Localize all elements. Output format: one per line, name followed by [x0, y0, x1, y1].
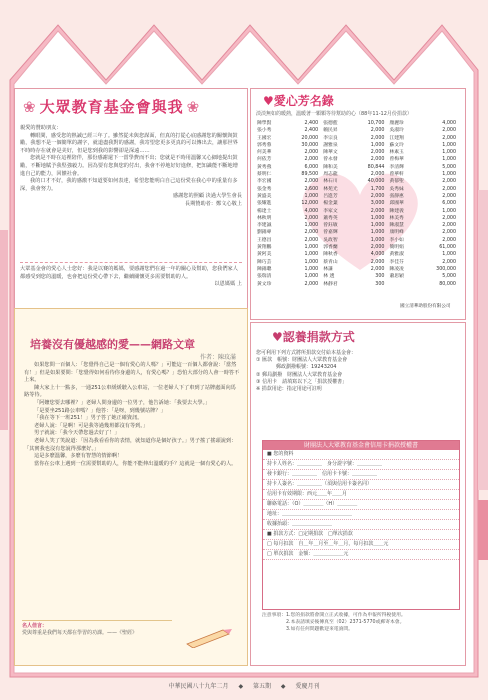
form-row: ■ 您的資料 — [263, 450, 459, 460]
donor-amount: 2,000 — [442, 237, 456, 243]
donor-amount: 2,000 — [442, 128, 456, 134]
donor-row — [256, 266, 460, 273]
right-side-decoration-dark — [478, 500, 488, 560]
donor-amount: 2,000 — [370, 157, 385, 163]
donor-name: 陳學賢 — [257, 121, 272, 126]
donor-amount: 80,000 — [439, 281, 456, 287]
donor-name: 張耀進 — [257, 201, 272, 207]
heart-icon: ❀ — [23, 98, 37, 116]
form-note-line: 3.如有任何問題歡迎來電詢問。 — [286, 627, 353, 632]
donor-amount: 6,000 — [442, 201, 456, 207]
essay-paragraph: 當你在公車上遇到一位需要幫助的人，你能不能伸出溫暖的手？這就是一個有愛心的人。 — [34, 460, 237, 467]
donor-name: 張瑞清 — [257, 274, 272, 280]
letter-signature: 長期贊助者：鄭文心敬上 — [184, 200, 242, 207]
donation-item: 郵政劃撥帳號：19243204 — [256, 364, 337, 371]
monthly-donation-checkbox[interactable]: □ 每月扣款 自＿年＿月至＿年＿月，每月扣款＿＿元 — [263, 540, 459, 550]
donor-name: 曾永發 — [323, 157, 338, 163]
donor-amount: 1,000 — [442, 172, 456, 178]
donor-amount: 2,000 — [442, 179, 456, 185]
donor-name: 何美華 — [257, 150, 272, 156]
essay-paragraph: 陳大家上十一點多，一通251公車緩緩駛入公車站，一位老婦人下了車到了站牌處面向馬路等待。 — [24, 384, 236, 399]
phone-field[interactable]: 聯絡電話：（O）＿＿＿＿（H）＿＿＿＿ — [263, 500, 459, 510]
donor-name: 蘇文玲 — [389, 142, 404, 148]
donor-name: 張靜惠 — [389, 193, 404, 199]
donor-name: 曾嘉輝 — [323, 230, 338, 236]
donor-amount: 2,000 — [442, 223, 456, 229]
donor-name: 林美秀 — [389, 215, 404, 221]
donor-amount: 1,000 — [304, 223, 319, 229]
donor-row — [256, 178, 460, 185]
donor-name: 曾鈺敏 — [323, 223, 338, 229]
donor-name: 陳淑慧 — [389, 223, 404, 229]
donor-amount: 2,000 — [304, 179, 319, 185]
donor-amount: 1,000 — [370, 142, 385, 148]
donor-amount: 4,000 — [442, 121, 456, 126]
donor-amount: 1,000 — [370, 223, 385, 229]
donor-amount: 89,500 — [301, 172, 319, 178]
donor-name: 吳淑玲 — [389, 128, 404, 134]
donation-item: ③ 信用卡 請填寫以下之「捐款授權書」 — [256, 378, 348, 385]
donor-name: 黃盛美 — [257, 193, 272, 199]
donor-amount: 1,000 — [442, 142, 456, 148]
donor-row — [256, 149, 460, 156]
donor-name: 何依芳 — [257, 157, 272, 163]
donor-name: 陳華文 — [323, 150, 338, 156]
donor-name: 郭秀蓉 — [257, 142, 272, 148]
donor-name: 陳和美 — [323, 164, 338, 170]
donation-methods-title — [272, 328, 355, 345]
donor-amount: 2,600 — [304, 186, 319, 192]
donor-amount: 5,000 — [442, 164, 456, 170]
donor-amount: 1,000 — [370, 215, 385, 221]
donor-amount: 300 — [375, 274, 385, 280]
donor-name: 李建誠 — [257, 223, 272, 229]
donor-row — [256, 171, 460, 178]
donor-list-subtitle: 淡淡無如的暖熱，溫暖著一顆顆等待幫助的心（88年11-12月份捐款） — [256, 111, 412, 117]
donor-name: 謝雅泉 — [323, 142, 338, 148]
donation-item: ① 匯款 帳號：財團法人大眾教育基金會 — [256, 357, 348, 364]
donor-row — [256, 222, 460, 229]
letter-paragraph: 轉眼間，感受您的熱誠已經三年了。雖然從未與您謀面，但真的打從心底感謝您的關懷與鼓勵，我想不是一個簡單的謝字，就道盡我對的感謝，我寄望您更多更真的可以傳出去，讓那世界不時時存在就會是美好，但是您到我的影響卻是深遠…… — [20, 132, 238, 154]
donor-name: 黃秀燕 — [257, 164, 272, 170]
donor-amount: 5,000 — [442, 274, 456, 280]
letter-body — [20, 125, 242, 209]
donor-row — [256, 193, 460, 200]
donor-name: 康明峰 — [389, 230, 404, 236]
donor-name: 林謙 — [323, 266, 333, 272]
donor-amount: 1,000 — [370, 230, 385, 236]
donor-name: 陳凌凌 — [389, 266, 404, 272]
donor-name: 林苑光 — [323, 186, 338, 192]
donor-amount: 6,000 — [304, 164, 319, 170]
donor-row — [256, 251, 460, 258]
donor-name: 林素玉 — [389, 150, 404, 156]
quote-box — [22, 620, 172, 637]
essay-title: 培養沒有優越感的愛——網路文章 — [30, 338, 195, 351]
donor-name: 周志龍 — [323, 172, 338, 178]
donor-amount: 4,000 — [304, 208, 319, 214]
donor-name: 李佳芬 — [389, 259, 404, 265]
essay-paragraph: 男子就說：「我今天帶您過去好了！」 — [34, 430, 120, 437]
letter-paragraph: 感謝您的照顧 決過大學生會長 — [172, 193, 242, 200]
donor-amount: 80,844 — [367, 164, 385, 170]
donor-amount: 2,000 — [370, 245, 385, 251]
donor-row — [256, 200, 460, 207]
donor-name: 陳秋香 — [323, 252, 338, 258]
main-title-text: 大眾教育基金會與我 — [39, 98, 184, 116]
donor-amount: 3,000 — [370, 201, 385, 207]
donor-amount: 2,000 — [370, 172, 385, 178]
main-title — [20, 96, 203, 117]
donor-name: 曾梅華 — [389, 157, 404, 163]
donor-name: 黃雅淑 — [389, 252, 404, 258]
donor-name: 黃文珍 — [257, 281, 272, 287]
donor-amount: 2,000 — [442, 230, 456, 236]
donor-amount: 1,000 — [370, 237, 385, 243]
donor-table — [256, 120, 460, 288]
card-expiry-field[interactable]: 信用卡有效期限：西元＿＿年＿＿月 — [263, 490, 459, 500]
donor-name: 楊達士 — [257, 208, 272, 214]
form-notes — [262, 612, 458, 633]
donor-name: 陳建義 — [389, 208, 404, 214]
page-footer — [0, 681, 488, 690]
donor-name: 吳秀妹 — [389, 186, 404, 192]
donor-row — [256, 208, 460, 215]
donor-name: 呂進芳 — [323, 193, 338, 199]
donor-name: 李宗良 — [323, 135, 338, 141]
letter-salutation: 親愛的贊助朋友： — [20, 125, 62, 131]
form-note-line: 2.本表請填妥後傳真至（02）2371-5770或郵寄本會。 — [286, 620, 405, 625]
donor-list-title-text: 愛心芳名錄 — [273, 94, 334, 108]
pencil-icon — [185, 626, 235, 648]
letter-paragraph: 我的口才不好，我的感激不知道要如何表達，希望您能明白自己這份愛在我心中的重量有多深，我會努力。 — [20, 178, 238, 192]
donor-name: 吳政智 — [323, 237, 338, 243]
donor-amount: 2,000 — [304, 150, 319, 156]
donor-amount: 1,000 — [304, 252, 319, 258]
flower-icon: ❀ — [186, 98, 201, 116]
cardholder-name-field[interactable]: 持卡人姓名：＿＿＿＿＿ 身分證字號：＿＿＿＿＿ — [263, 460, 459, 470]
donor-row — [256, 273, 460, 280]
donor-row — [256, 237, 460, 244]
donation-type-checkbox[interactable]: ■ 捐款方式：□定期捐款 □單次捐款 — [263, 530, 459, 540]
footer-date: 中華民國八十九年二月 — [168, 683, 229, 690]
donor-amount: 2,000 — [304, 215, 319, 221]
donor-name: 簡明娟 — [389, 245, 404, 251]
donor-row — [256, 244, 460, 251]
essay-paragraph: 老婦人笑了笑說道：「因為我看看你的表情，就知道你是個好孩子。」男子搖了搖頭說到：「其實我也沒有您說得那麼好。」 — [24, 437, 237, 452]
donor-name: 張小秀 — [257, 128, 272, 134]
credit-card-donation-form — [262, 440, 460, 610]
footer-publication: 愛慶月刊 — [295, 683, 320, 690]
heart-icon: ♥ — [263, 94, 274, 108]
form-note-line: 注意事項：1.您的捐款將會開立正式收據，可作為申報所得稅使用。 — [262, 613, 406, 618]
footer-issue: 第五期 — [252, 683, 271, 690]
donor-amount: 40,000 — [367, 179, 385, 185]
donor-name: 林石川 — [323, 179, 338, 185]
donor-name: 顏麗珍 — [389, 121, 404, 126]
donor-amount: 2,000 — [304, 281, 319, 287]
donor-amount: 1,000 — [442, 150, 456, 156]
donor-amount: 30,000 — [301, 142, 319, 148]
donor-amount: 1,000 — [304, 259, 319, 265]
letter-paragraph: 您就是不時在這裡陪伴，那份感謝還下一當學費而不出；您就是不時用溫馨又心細地提出鼓勵，不斷地賦予我堅強毅力。因為要有您與您的付出，我會不停地好好進修，把知識能不斷地增進自己的能力，回饋社會。 — [20, 155, 238, 177]
essay-body — [24, 362, 240, 468]
donor-name: 邱國華 — [389, 201, 404, 207]
donor-amount: 1,700 — [370, 186, 385, 192]
donor-name: 蔡明仁 — [257, 172, 272, 178]
right-side-decoration — [478, 190, 488, 490]
donor-name: 蕭思穎 — [389, 274, 404, 280]
donor-name — [388, 281, 416, 288]
donor-list-title — [263, 92, 334, 109]
donor-row — [256, 281, 460, 288]
donor-name: 張德藍 — [323, 121, 338, 126]
donor-amount: 2,000 — [304, 157, 319, 163]
donor-name: 蔡青山 — [323, 259, 338, 265]
donor-amount: 2,000 — [370, 208, 385, 214]
essay-paragraph: 「我在等下一班251！」男子答了她正確資訊。 — [34, 415, 143, 422]
donor-amount: 61,000 — [439, 245, 456, 251]
donor-name: 陳巧芸 — [257, 259, 272, 265]
donor-name: 黃阿美 — [257, 252, 272, 258]
donor-amount: 1,000 — [304, 193, 319, 199]
essay-paragraph: 如果您問一百個人：「您覺得自己是一個有愛心的人嗎？」可能這一百個人都會說：「當然有！」但是如果要問：「您覺得如何看待你身邊的人，有愛心嗎？」恐怕大部分的人會一時答不上來。 — [24, 362, 240, 384]
donor-name: 王國宏 — [257, 135, 272, 141]
donor-amount: 2,000 — [370, 266, 385, 272]
donor-name: 曾華軒 — [389, 172, 404, 178]
donor-amount: 2,000 — [370, 259, 385, 265]
donor-amount: 1,000 — [442, 252, 456, 258]
donor-row — [256, 120, 460, 127]
thank-note-text: 大眾基金會的愛心人士您好：我是以賽的媽媽，要感謝您們在過一年的關心及幫助，您我們家人都感受到您的溫暖，也會把這份愛心帶下去，繼續關懷更多需要幫助的人。 — [20, 266, 238, 280]
donor-name: 林靜君 — [323, 281, 338, 287]
donor-amount: 300 — [375, 281, 385, 287]
donation-item: ※ 捐款用途：指定用途可註明 — [256, 386, 322, 393]
donor-amount: 10,700 — [367, 121, 385, 126]
receipt-title-field[interactable]: 收據抬頭：＿＿＿＿＿＿＿＿ — [263, 520, 459, 530]
donor-row — [256, 127, 460, 134]
donor-amount: 2,400 — [304, 121, 319, 126]
donor-name: 王德昌 — [257, 237, 272, 243]
card-bank-field[interactable]: 發卡銀行：＿＿＿＿＿ 信用卡卡號：＿＿＿＿＿ — [263, 470, 459, 480]
donor-amount: 300,000 — [436, 266, 456, 272]
essay-paragraph: 這是多麼溫馨，多麼有智慧的情節啊！ — [34, 453, 123, 460]
donation-intro: 您可利用下列方式將所捐款交付給本基金會： — [256, 350, 357, 356]
donor-amount: 20,000 — [301, 135, 319, 141]
donor-name: 黃郁聖 — [389, 179, 404, 185]
essay-paragraph: 「阿嬤您要去哪裡？」老婦人問身邊的一位男子，他告訴她：「我要去大學。」 — [34, 399, 211, 406]
donor-amount: 2,000 — [442, 135, 456, 141]
donor-company-note: 國立清華助股份有限公司 — [400, 304, 451, 309]
donor-amount: 1,000 — [304, 245, 319, 251]
donor-row — [256, 229, 460, 236]
donor-amount: 2,000 — [370, 128, 385, 134]
donation-methods-body — [256, 350, 460, 393]
donor-name: 劉錦專 — [257, 230, 272, 236]
donor-amount: 2,400 — [304, 128, 319, 134]
donor-name: 蕭秀英 — [323, 215, 338, 221]
donor-amount: 2,000 — [370, 193, 385, 199]
thank-note — [20, 262, 242, 289]
donation-methods-title-text: 認養捐款方式 — [282, 330, 355, 344]
donor-name: 李宏國 — [257, 179, 272, 185]
donor-amount: 2,000 — [442, 215, 456, 221]
donor-row — [256, 215, 460, 222]
donor-row — [256, 142, 460, 149]
cardholder-signature-field[interactable]: 持卡人簽名：＿＿＿＿＿（須與信用卡簽名同） — [263, 480, 459, 490]
quote-title: 名人佳言： — [22, 623, 48, 629]
donor-amount: 2,000 — [442, 193, 456, 199]
single-donation-checkbox[interactable]: □ 單次捐款 金額：＿＿＿＿＿＿元 — [263, 550, 459, 560]
donor-name: 陳錦聰 — [257, 266, 272, 272]
donation-item: ② 郵局劃撥 財團法人大眾教育基金會 — [256, 371, 343, 378]
essay-author: 作者：陳玟滿 — [200, 354, 237, 361]
donor-amount: 12,000 — [301, 201, 319, 207]
thank-note-signature: 以恩媽媽 上 — [214, 281, 242, 288]
form-title: 財團法人大眾教育基金會信用卡捐款授權書 — [263, 441, 459, 450]
donor-row — [256, 259, 460, 266]
donor-name: 李家文 — [323, 208, 338, 214]
donor-name: 李清輝 — [389, 164, 404, 170]
donor-name: 林 透 — [323, 274, 335, 280]
donor-amount: 2,000 — [442, 259, 456, 265]
donor-name: 李小如 — [389, 237, 404, 243]
address-field[interactable]: 地址：＿＿＿＿＿＿＿＿＿＿＿＿＿＿ — [263, 510, 459, 520]
donor-row — [256, 186, 460, 193]
donor-name: 楊金葉 — [323, 201, 338, 207]
footer-separator: ◆ — [280, 683, 286, 690]
donor-amount: 4,000 — [370, 252, 385, 258]
donor-amount: 1,000 — [304, 274, 319, 280]
donor-row — [256, 164, 460, 171]
donor-name: 黃翔鵬 — [257, 245, 272, 251]
left-ribbon-decoration — [0, 230, 8, 430]
donor-row — [256, 156, 460, 163]
donor-name: 郭香蘭 — [323, 245, 338, 251]
donor-amount: 1,000 — [442, 208, 456, 214]
donor-amount: 1,000 — [442, 157, 456, 163]
quote-text: 愛與尊重是我們每天都在學習的功課。——《聖經》 — [22, 630, 138, 636]
donor-amount: 2,000 — [304, 237, 319, 243]
donor-name: 林秋明 — [257, 215, 272, 221]
heart-icon: ♥ — [272, 330, 283, 344]
donor-row — [256, 135, 460, 142]
donor-amount: 2,000 — [442, 186, 456, 192]
footer-separator: ◆ — [238, 683, 244, 690]
essay-paragraph: 老婦人說：「是啊！可是我等過幾班都沒有等到。」 — [34, 422, 149, 429]
donor-amount: 2,000 — [370, 135, 385, 141]
essay-paragraph: 「是要坐251路公車嗎？」他答：「是呀，到幾號站牌？」 — [34, 407, 166, 414]
donor-amount: 2,000 — [370, 150, 385, 156]
donor-name: 江建翔 — [389, 135, 404, 141]
donor-amount: 1,000 — [304, 266, 319, 272]
donor-amount: 2,000 — [304, 230, 319, 236]
donor-name: 賴民昇 — [323, 128, 338, 134]
donor-name: 張金秀 — [257, 186, 272, 192]
